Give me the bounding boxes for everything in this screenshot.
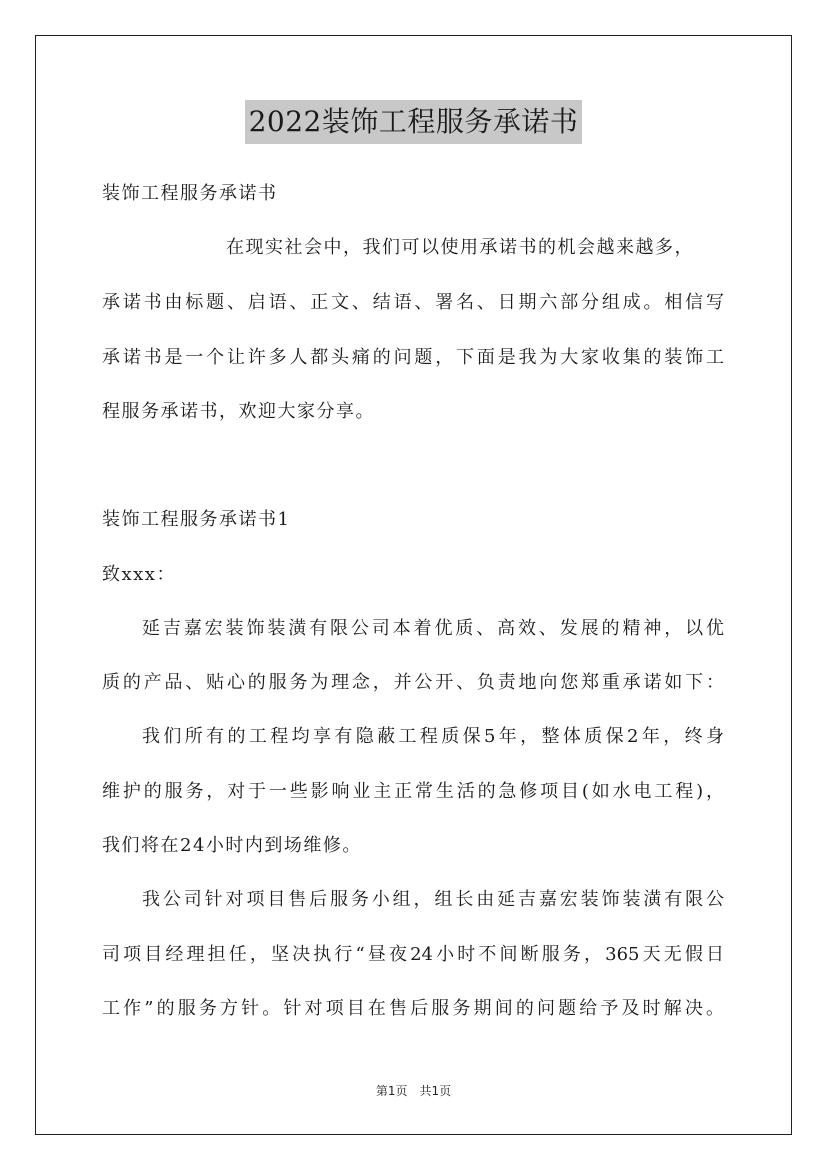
body-line-4: 维护的服务，对于一些影响业主正常生活的急修项目(如水电工程)， [102,781,724,802]
body-line-8: 工作”的服务方针。针对项目在售后服务期间的问题给予及时解决。 [102,998,724,1019]
body-line-3: 我们所有的工程均享有隐蔽工程质保5年，整体质保2年，终身 [142,726,724,747]
page-total: 共1页 [419,1084,452,1098]
page-footer [0,1083,827,1099]
document-title: 2022装饰工程服务承诺书 [245,100,583,144]
intro-line-3: 承诺书是一个让许多人都头痛的问题，下面是我为大家收集的装饰工 [102,347,724,368]
body-line-2: 质的产品、贴心的服务为理念，并公开、负责地向您郑重承诺如下： [102,672,724,693]
intro-line-2: 承诺书由标题、启语、正文、结语、署名、日期六部分组成。相信写 [102,292,724,313]
title-container [0,100,827,144]
intro-line-4: 程服务承诺书，欢迎大家分享。 [102,401,375,422]
subtitle-line: 装饰工程服务承诺书 [102,183,278,204]
body-line-6: 我公司针对项目售后服务小组，组长由延吉嘉宏装饰装潢有限公 [142,889,724,910]
body-line-1: 延吉嘉宏装饰装潢有限公司本着优质、高效、发展的精神，以优 [142,618,724,639]
body-line-5: 我们将在24小时内到场维修。 [102,835,362,856]
salutation-line: 致xxx： [102,564,176,585]
page-number: 第1页 [375,1084,408,1098]
intro-line-1: 在现实社会中，我们可以使用承诺书的机会越来越多， [226,237,694,258]
body-line-7: 司项目经理担任，坚决执行“昼夜24小时不间断服务，365天无假日 [102,944,724,965]
section-heading: 装饰工程服务承诺书1 [102,509,291,530]
